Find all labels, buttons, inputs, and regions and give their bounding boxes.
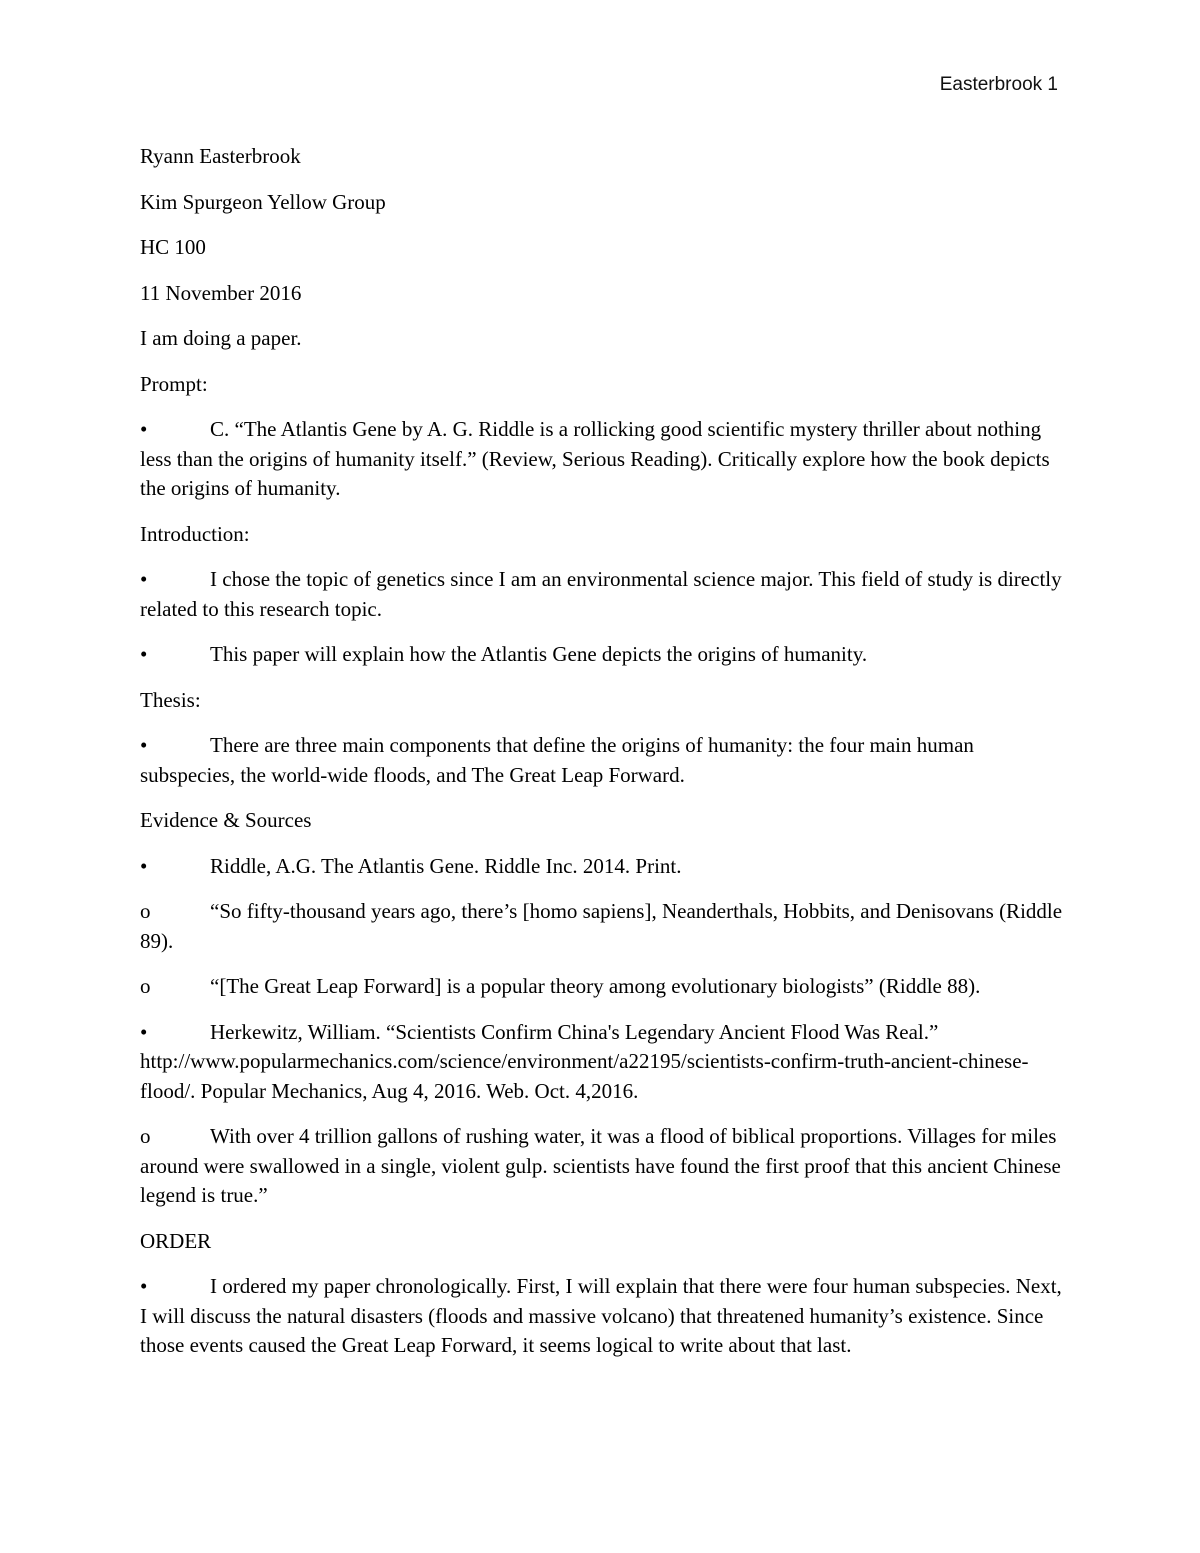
- evidence-text: With over 4 trillion gallons of rushing water, it was a flood of biblical proportions. Villages for miles around were swallowed in a single, violent gulp. scientists have found the first proof that this ancient Chinese legend is true.”: [140, 1124, 1061, 1207]
- evidence-item: [140, 1018, 1065, 1107]
- page-header: Easterbrook 1: [939, 74, 1058, 95]
- evidence-text: “So fifty-thousand years ago, there’s [homo sapiens], Neanderthals, Hobbits, and Denisovans (Riddle 89).: [140, 899, 1063, 953]
- order-label: ORDER: [140, 1228, 212, 1253]
- bullet-marker: •: [140, 1019, 148, 1044]
- evidence-item: [140, 852, 1065, 882]
- evidence-text: Herkewitz, William. “Scientists Confirm China's Legendary Ancient Flood Was Real.” http://www.popularmechanics.com/science/environment/a22195/scientists-confirm-truth-ancient-chinese-flood/. Popular Mechanics, Aug 4, 2016. Web. Oct. 4,2016.: [140, 1019, 1029, 1103]
- evidence-item: [140, 1122, 1065, 1211]
- evidence-text: Riddle, A.G. The Atlantis Gene. Riddle Inc. 2014. Print.: [210, 853, 682, 878]
- introduction-label: Introduction:: [140, 521, 250, 546]
- evidence-item: [140, 972, 1065, 1002]
- evidence-item: [140, 897, 1065, 956]
- thesis-text: There are three main components that define the origins of humanity: the four main human subspecies, the world-wide floods, and The Great Leap Forward.: [140, 733, 974, 787]
- prompt-text: C. “The Atlantis Gene by A. G. Riddle is a rollicking good scientific mystery thriller about nothing less than the origins of humanity itself.” (Review, Serious Reading). Critically explore how the book depicts the origins of humanity.: [140, 417, 1050, 500]
- order-text: I ordered my paper chronologically. First, I will explain that there were four human subspecies. Next, I will discuss the natural disasters (floods and massive volcano) that threatened humanity’s existence. Since those events caused the Great Leap Forward, it seems logical to write about that last.: [140, 1274, 1062, 1357]
- statement: I am doing a paper.: [140, 326, 302, 350]
- document-date: 11 November 2016: [140, 280, 302, 305]
- bullet-marker: •: [140, 733, 148, 757]
- introduction-item: [140, 565, 1065, 624]
- evidence-text: “[The Great Leap Forward] is a popular theory among evolutionary biologists” (Riddle 88).: [210, 974, 981, 998]
- sub-bullet-marker: o: [140, 974, 151, 998]
- introduction-text: This paper will explain how the Atlantis Gene depicts the origins of humanity.: [210, 642, 868, 666]
- bullet-marker: •: [140, 1274, 148, 1298]
- instructor-name: Kim Spurgeon Yellow Group: [140, 189, 386, 214]
- prompt-label: Prompt:: [140, 371, 208, 396]
- introduction-item: [140, 640, 1065, 670]
- order-item: [140, 1272, 1065, 1361]
- thesis-item: [140, 731, 1065, 790]
- bullet-marker: •: [140, 853, 148, 878]
- prompt-item: [140, 415, 1065, 504]
- introduction-text: I chose the topic of genetics since I am an environmental science major. This field of study is directly related to this research topic.: [140, 567, 1062, 621]
- bullet-marker: •: [140, 417, 148, 441]
- bullet-marker: •: [140, 567, 148, 591]
- bullet-marker: •: [140, 642, 148, 666]
- thesis-label: Thesis:: [140, 687, 201, 712]
- course-name: HC 100: [140, 235, 206, 259]
- sub-bullet-marker: o: [140, 899, 151, 923]
- sub-bullet-marker: o: [140, 1124, 151, 1148]
- document-body: [140, 142, 1065, 1377]
- evidence-label: Evidence & Sources: [140, 808, 312, 832]
- student-name: Ryann Easterbrook: [140, 144, 301, 168]
